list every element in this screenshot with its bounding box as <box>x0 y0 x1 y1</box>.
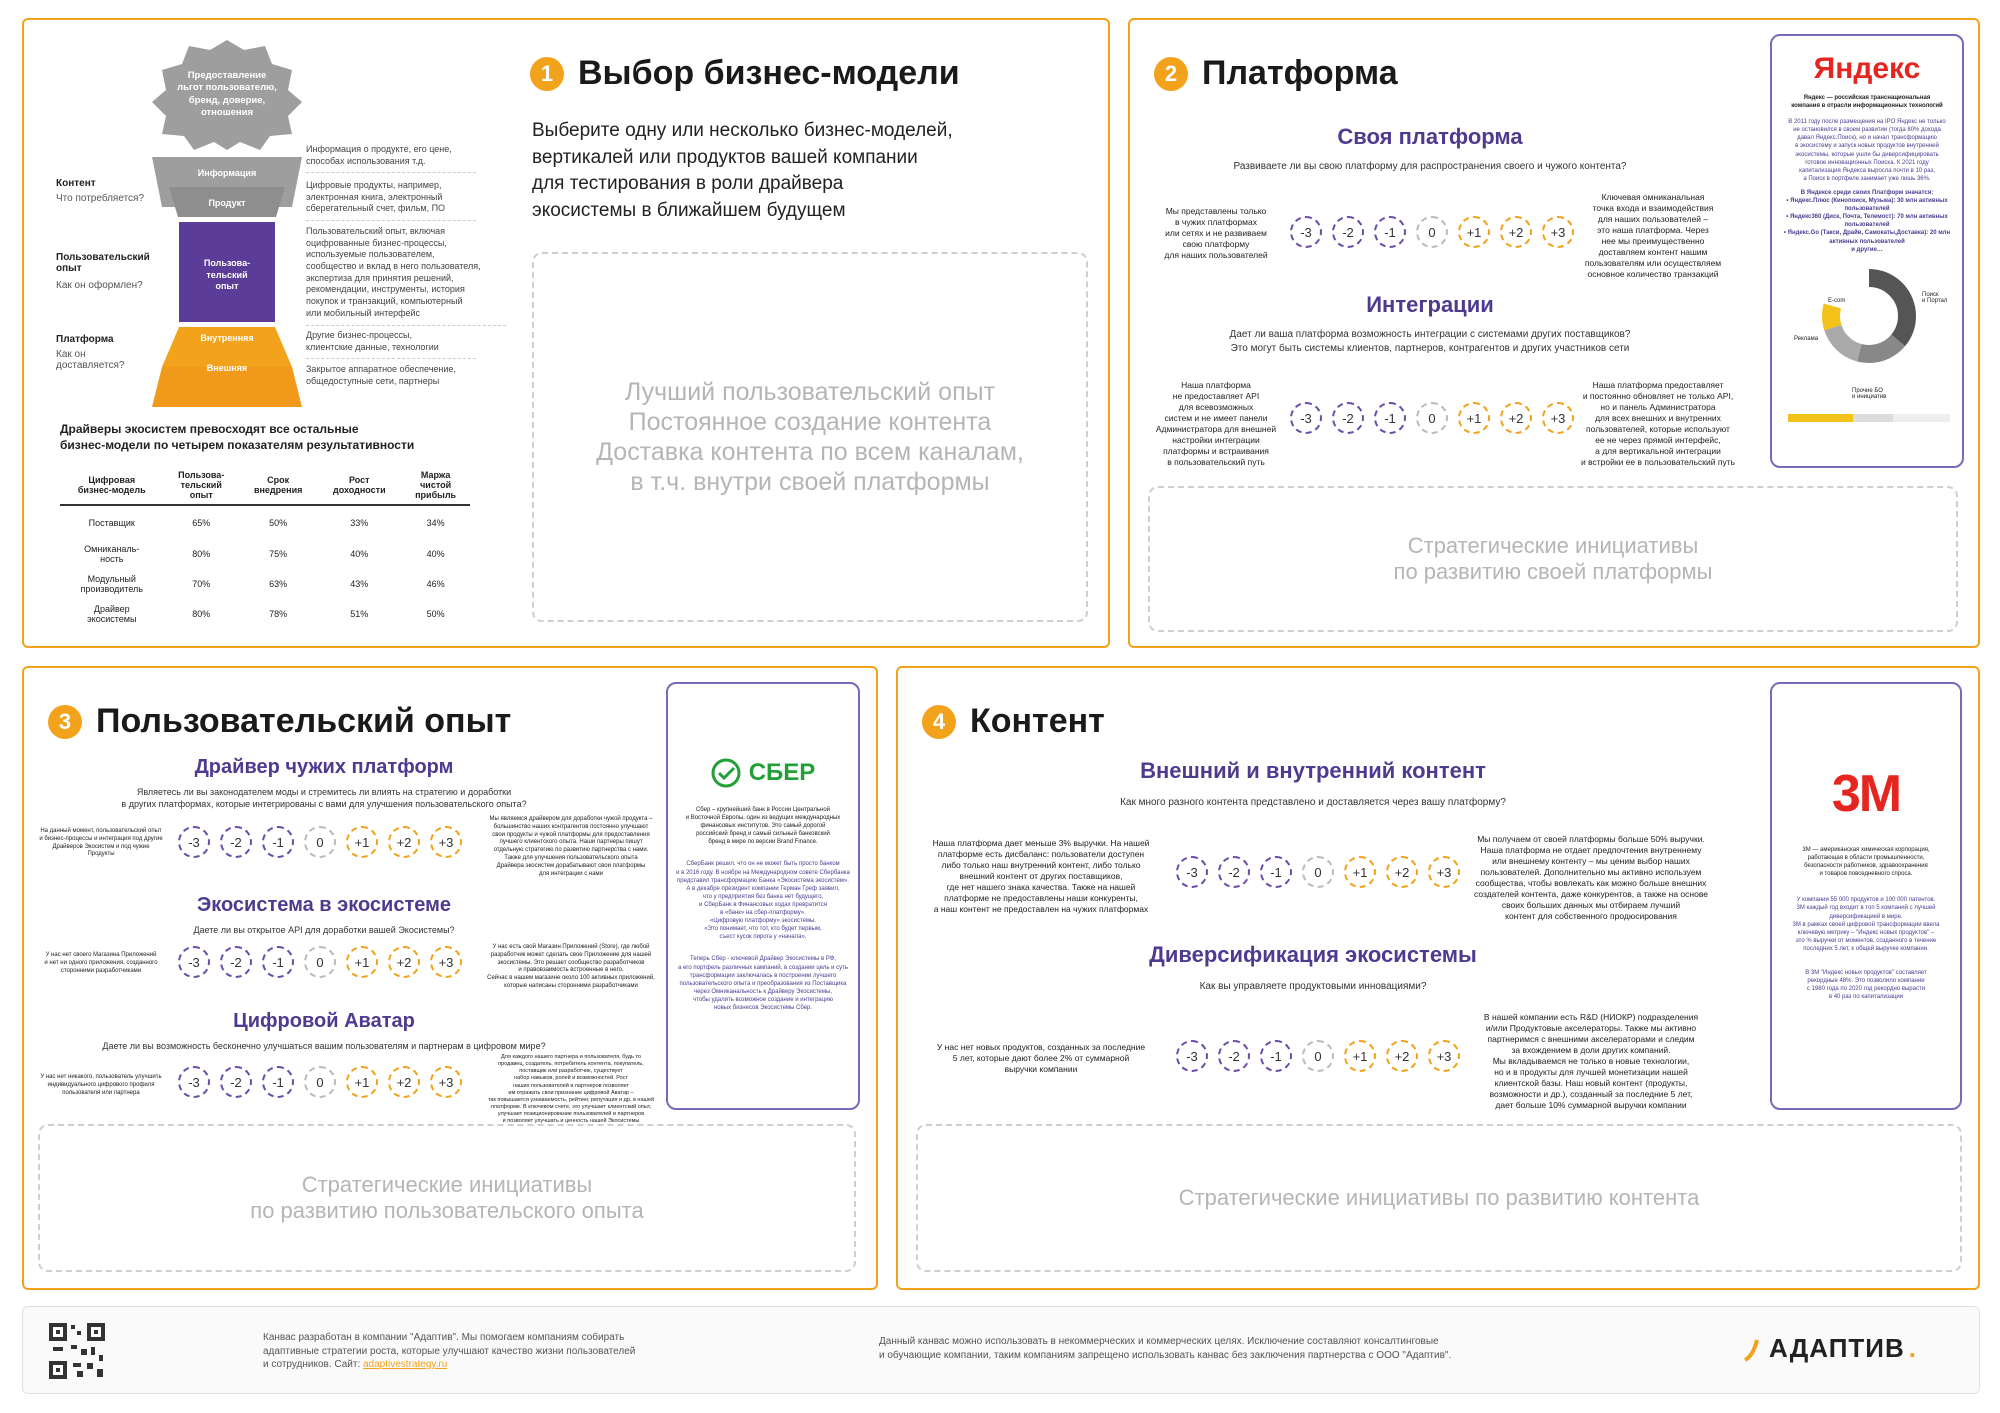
table-cell: 43% <box>350 579 369 589</box>
case-study-sber <box>666 682 860 1110</box>
section-question: Даете ли вы возможность бесконечно улучшаться вашим пользователям и партнерам в цифровом мире? <box>102 1041 546 1051</box>
rating-option[interactable]: -2 <box>1332 402 1364 434</box>
ux-initiatives-input[interactable]: Стратегические инициативы по развитию пользовательского опыта <box>38 1124 856 1272</box>
funnel-label-product: Продукт <box>208 198 246 208</box>
label-sub: Как он доставляется? <box>56 349 125 371</box>
table-cell: Омниканаль- ность <box>84 544 140 564</box>
rating-scale-avatar <box>178 1066 462 1098</box>
case-text: Теперь Сбер - ключевой Драйвер Экосистемы в РФ, а его портфель различных кампаний, в создании цель и суть трансформации заключалась в построении лучшего пользовательского опыта и преобразования из Поставщика через Омниканальность к Драйверу Экосистемы, чтобы удалить возможное создание и интеграцию новых бизнесов Экосистемы Сбер. <box>677 956 849 1011</box>
sber-logo <box>668 758 858 788</box>
footer-about-text: Канвас разработан в компании "Адаптив". Мы помогаем компаниям собирать адаптивные стратегии роста, которые улучшают качество жизни пользователей и сотрудников. Сайт: <box>263 1332 636 1370</box>
rating-option[interactable]: +2 <box>1386 1040 1418 1072</box>
rating-scale-diversification <box>1176 1040 1460 1072</box>
rating-option[interactable]: +2 <box>1500 216 1532 248</box>
rating-option[interactable]: -1 <box>1260 1040 1292 1072</box>
content-initiatives-input[interactable]: Стратегические инициативы по развитию контента <box>916 1124 1962 1272</box>
rating-option[interactable]: -3 <box>178 1066 210 1098</box>
case-text: 3M — американская химическая корпорация, работающая в области промышленности, безопасности работников, здравоохранения и товаров повседневного спроса. <box>1802 847 1930 878</box>
table-cell: 40% <box>426 549 445 559</box>
funnel-desc-internal: Другие бизнес-процессы, клиентские данные, технологии <box>306 330 476 359</box>
table-header: Пользова- тельский опыт <box>178 470 225 500</box>
table-cell: Модульный производитель <box>80 574 143 594</box>
section-title-own-platform: Своя платформа <box>1337 124 1523 149</box>
rating-option[interactable]: 0 <box>1302 856 1334 888</box>
rating-option[interactable]: +3 <box>1542 402 1574 434</box>
step-number-badge: 4 <box>922 705 956 739</box>
scale-right-desc: Мы получаем от своей платформы больше 50% выручки. Наша платформа не отдает предпочтения внутреннему или внешнему контенту – мы ценим выбор наших пользователей. Дополнительно мы активно используем сообщества, чтобы вовлекать как можно больше внешних создателей контента, даже конкурентов, а также на основе своих больших данных мы отбираем лучший контент для собственного продюсирования <box>1474 834 1708 922</box>
label-sub: Что потребляется? <box>56 193 145 204</box>
label-title: Платформа <box>56 334 114 345</box>
donut-label: Поиск и Портал <box>1922 292 1948 304</box>
table-cell: 78% <box>269 609 288 619</box>
donut-label: Реклама <box>1794 336 1819 342</box>
rating-option[interactable]: -3 <box>178 826 210 858</box>
section-question: Развиваете ли вы свою платформу для распространения своего и чужого контента? <box>1233 161 1627 172</box>
logo-mark-icon <box>1743 1336 1765 1362</box>
table-row <box>60 505 470 539</box>
rating-option[interactable]: +3 <box>1542 216 1574 248</box>
sber-brand: СБЕР <box>748 759 816 786</box>
rating-option[interactable]: -3 <box>1176 1040 1208 1072</box>
table-cell: Драйвер экосистемы <box>87 604 137 624</box>
table-cell: 50% <box>426 609 445 619</box>
label-title: Контент <box>56 178 96 189</box>
rating-option[interactable]: +1 <box>1344 1040 1376 1072</box>
section-question: Как вы управляете продуктовыми инновациями? <box>1199 981 1427 992</box>
rating-scale-eco-in-eco <box>178 946 462 978</box>
footer-about <box>263 1331 635 1372</box>
bar-strip <box>1788 414 1950 422</box>
label-title: Пользовательский опыт <box>56 252 150 274</box>
metrics-table <box>60 466 470 629</box>
case-text: Сбер – крупнейший банк в России Центральной и Восточной Европы, один из ведущих международных финансовых институтов. Это самый дорогой российский бренд и самый сильный банковский бренд в мире по версии Brand Finance. <box>685 807 841 846</box>
rating-option[interactable]: +3 <box>430 946 462 978</box>
scale-right-desc: Мы являемся драйвером для доработки чужой продукта – большинство наших контрагентов постоянно улучшают свои продукты и чужой платформы для предоставления лучшего клиентского опыта. Наши партнеры пишут отдельную стратегию по развитию партнерства с нами. Также для улучшения пользовательского опыта Драйвера экосистем дорабатывают свои платформы для интеграции с нами <box>489 816 653 877</box>
scale-left-desc: Мы представлены только в чужих платформах или сетях и не развиваем свою платформу для наших пользователей <box>1164 206 1268 261</box>
panel-content <box>896 666 1980 1290</box>
intro-text: Выберите одну или несколько бизнес-моделей, вертикалей или продуктов вашей компании для тестирования в роли драйвера экосистемы в ближайшем будущем <box>532 120 953 221</box>
funnel-desc-product: Цифровые продукты, например, электронная книга, электронный сберегательный счет, фильм, ПО <box>306 180 476 221</box>
bar-segment <box>1893 414 1950 422</box>
rating-option[interactable]: +1 <box>1344 856 1376 888</box>
rating-option[interactable]: +1 <box>1458 402 1490 434</box>
rating-scale-content <box>1176 856 1460 888</box>
panel-title-text: Выбор бизнес-модели <box>578 54 960 92</box>
rating-option[interactable]: +1 <box>346 826 378 858</box>
scale-right-desc: Наша платформа предоставляет и постоянно обновляет не только API, но и панель Администратора для всех внешних и внутренних пользователей, которые используют ее не через прямой интерфейс, а для вертикальной интеграции и встройки ее в пользовательский путь <box>1580 380 1736 468</box>
table-cell: 80% <box>192 549 211 559</box>
rating-option[interactable]: -3 <box>1290 402 1322 434</box>
scale-right-desc: В нашей компании есть R&D (НИОКР) подразделения и/или Продуктовые акселераторы. Также мы активно партнеримся с внешними акселераторами и следим за вхождением в доли других компаний. Мы вкладываемся не только в новые технологии, но и в продукты для лучшей монетизации нашей клиентской базы. Наш новый контент (продукты, возможности и др.), созданный за последние 5 лет, дает больше 10% суммарной выручки компании <box>1483 1012 1699 1111</box>
rating-option[interactable]: +1 <box>1458 216 1490 248</box>
table-cell: 65% <box>192 517 211 528</box>
panel-user-experience <box>22 666 878 1290</box>
rating-option[interactable]: +3 <box>1428 1040 1460 1072</box>
rating-option[interactable]: +2 <box>388 946 420 978</box>
case-text: В 3M "Индекс новых продуктов" составляет рекордные 48%. Это позволило компании с 1980 года по 2020 год рекордно вырасти в 40 раз по капитализации <box>1805 970 1927 1001</box>
rating-option[interactable]: +2 <box>1386 856 1418 888</box>
scale-left-desc: У нас нет никакого, пользователь улучшить индивидуального цифрового профиля пользователя или партнера <box>40 1074 162 1096</box>
panel-title-text: Пользовательский опыт <box>96 702 512 740</box>
case-study-yandex <box>1770 34 1964 468</box>
rating-scale-driver <box>178 826 462 858</box>
table-cell: 63% <box>269 579 288 589</box>
panel-title-text: Платформа <box>1202 54 1398 92</box>
case-text: В 2011 году после размещения на IPO Яндекс не только не остановился в своем развитии (тогда 80% дохода давал Яндекс.Поиск), но и начал трансформацию в экосистему и запуск новых продуктов внутренней экосистемы, которые ушли бы диверсифицировать готовое инновационных Поиска. К 2021 году капитализация Яндекса выросла почти в 10 раз, а Поиск в портфеле занимает уже лишь 36%. <box>1788 119 1946 182</box>
panel-1-title <box>530 54 960 93</box>
yandex-logo: Яндекс <box>1813 52 1921 85</box>
footer-license: Данный канвас можно использовать в некоммерческих и коммерческих целях. Исключение составляют консалтинговые и обучающие компании, таким компаниям запрещено использовать канвас без заключения партнерства с ООО "Адаптив". <box>879 1336 1452 1361</box>
case-tagline: Яндекс — российская транснациональная компания в отрасли информационных технологий <box>1791 95 1943 110</box>
scale-left-desc: На данный момент, пользовательский опыт и бизнес-процессы и интеграция под другие Драйверов Экосистем и под чужие Продукты <box>39 828 163 858</box>
rating-option[interactable]: -2 <box>1218 856 1250 888</box>
step-number-badge: 3 <box>48 705 82 739</box>
scale-left-desc: У нас нет новых продуктов, созданных за последние 5 лет, которые дают более 2% от суммарной выручки компании <box>936 1042 1146 1075</box>
3m-logo: 3M <box>1831 765 1901 823</box>
panel-title-text: Контент <box>970 702 1105 740</box>
table-cell: 46% <box>426 579 445 589</box>
section-question: Даете ли вы открытое API для доработки вашей Экосистемы? <box>193 925 455 935</box>
business-model-input-area[interactable]: Лучший пользовательский опыт Постоянное создание контента Доставка контента по всем каналам, в т.ч. внутри своей платформы <box>532 252 1088 622</box>
table-header: Цифровая бизнес-модель <box>77 475 146 495</box>
rating-option[interactable]: 0 <box>1416 216 1448 248</box>
table-cell: 33% <box>350 517 369 528</box>
funnel-label-internal: Внутренняя <box>200 333 254 343</box>
section-title-eco-in-eco: Экосистема в экосистеме <box>196 894 452 916</box>
rating-option[interactable]: -2 <box>220 826 252 858</box>
rating-option[interactable]: -1 <box>262 826 294 858</box>
rating-option[interactable]: +3 <box>1428 856 1460 888</box>
case-study-3m <box>1770 682 1962 1110</box>
table-cell: Поставщик <box>88 517 135 528</box>
website-link[interactable]: adaptivestrategy.ru <box>363 1359 448 1370</box>
rating-option[interactable]: 0 <box>1416 402 1448 434</box>
table-cell: 70% <box>192 579 211 589</box>
funnel-desc-info: Информация о продукте, его цене, способах использования т.д. <box>306 144 476 173</box>
section-question: Являетесь ли вы законодателем моды и стремитесь ли влиять на стратегию и доработки в других платформах, которые интегрированы с вами для улучшения пользовательского опыта? <box>121 787 527 810</box>
table-row <box>60 599 470 629</box>
table-cell: 51% <box>350 609 369 619</box>
rating-option[interactable]: -2 <box>1218 1040 1250 1072</box>
rating-option[interactable]: -3 <box>1176 856 1208 888</box>
rating-scale-own-platform <box>1290 216 1574 248</box>
bar-segment <box>1853 414 1894 422</box>
table-row <box>60 569 470 599</box>
rating-option[interactable]: -3 <box>1290 216 1322 248</box>
badge-text: Предоставление льгот пользователю, бренд, доверие, отношения <box>177 70 277 119</box>
panel-business-model <box>22 18 1110 648</box>
table-cell: 34% <box>426 517 445 528</box>
rating-option[interactable]: -1 <box>262 946 294 978</box>
scale-left-desc: Наша платформа не предоставляет API для всевозможных систем и не имеет панели Администратора для внешней настройки интеграции платформы и встраивания в пользовательский путь <box>1155 380 1277 468</box>
logo-dot: . <box>1908 1333 1916 1363</box>
case-list: В Яндексе среди своих Платформ значатся: • Яндекс.Плюс (Кинопоиск, Музыка): 30 млн активных пользователей • Яндекс360 (Диск, Почта, Телемост): 70 млн активных пользователей • Яндекс.Go (Такси, Драйв, Самокаты,Доставка): 20 млн активных пользователей и другие… <box>1783 189 1951 253</box>
rating-option[interactable]: 0 <box>1302 1040 1334 1072</box>
donut-label: E-com <box>1828 298 1846 304</box>
rating-option[interactable]: -3 <box>178 946 210 978</box>
logo-text: АДАПТИВ <box>1769 1333 1905 1363</box>
table-header: Маржа чистой прибыль <box>415 470 457 500</box>
section-title-driver: Драйвер чужих платформ <box>194 756 454 778</box>
platform-initiatives-input[interactable]: Стратегические инициативы по развитию своей платформы <box>1148 486 1958 632</box>
section-title-avatar: Цифровой Аватар <box>233 1010 415 1032</box>
section-question: Дает ли ваша платформа возможность интеграции с системами других поставщиков? Это могут быть системы клиентов, партнеров, контрагентов и других участников сети <box>1229 329 1631 354</box>
panel-platform <box>1128 18 1980 648</box>
rating-option[interactable]: -1 <box>262 1066 294 1098</box>
panel-2-title <box>1154 54 1398 93</box>
rating-scale-integrations <box>1290 402 1574 434</box>
adaptive-logo <box>1743 1333 1916 1364</box>
rating-option[interactable]: -1 <box>1374 402 1406 434</box>
rating-option[interactable]: 0 <box>304 1066 336 1098</box>
rating-option[interactable]: -2 <box>220 1066 252 1098</box>
step-number-badge: 1 <box>530 57 564 91</box>
donut-label: Прочие БО и инициатив <box>1852 388 1887 400</box>
funnel-left-platform <box>56 334 124 371</box>
funnel-label-external: Внешняя <box>206 363 248 373</box>
bar-segment <box>1788 414 1853 422</box>
rating-option[interactable]: +1 <box>346 946 378 978</box>
case-text: СберБанк решил, что он не может быть просто банком и в 2016 году. В ноябре на Международном совете Сбербанка представил трансформацию Банка «Экосистема экосистем». А в декабре президент компании Герман Греф заявил, что у предприятия без банка нет будущего, и СберБанк в Финансовых ходах превратится в «банк» на сбер-платформу». «Цифровую платформу» экосистемы. «Это понимает, что тот, кто будет первым, съест кусок пирога у «начала». <box>676 861 850 941</box>
revenue-donut-chart <box>1772 258 1966 368</box>
qr-code-icon <box>49 1323 105 1379</box>
rating-option[interactable]: 0 <box>304 946 336 978</box>
rating-option[interactable]: -2 <box>1332 216 1364 248</box>
rating-option[interactable]: +1 <box>346 1066 378 1098</box>
funnel-desc-external: Закрытое аппаратное обеспечение, общедоступные сети, партнеры <box>306 364 456 386</box>
scale-right-desc: Ключевая омниканальная точка входа и взаимодействия для наших пользователей – это наша платформа. Через нее мы преимущественно доставляем контент нашим пользователям или осуществляем основное количество транзакций <box>1584 192 1722 280</box>
rating-option[interactable]: 0 <box>304 826 336 858</box>
scale-left-desc: Наша платформа дает меньше 3% выручки. На нашей платформе есть дисбаланс: пользователи доступен либо только наш внутренний контент, либо только внешний контент от других поставщиков, где нет нашего знака качества. Также на нашей платформе не предоставлены наши конкуренты, а наш контент не предоставлен на чужих платформах <box>932 838 1150 915</box>
table-cell: 75% <box>269 549 288 559</box>
funnel-left-ux <box>56 252 150 291</box>
table-cell: 50% <box>269 517 288 528</box>
step-number-badge: 2 <box>1154 57 1188 91</box>
section-title-ext-int-content: Внешний и внутренний контент <box>1140 758 1486 783</box>
funnel-label-info: Информация <box>197 168 257 178</box>
rating-option[interactable]: +2 <box>388 826 420 858</box>
table-title: Драйверы экосистем превосходят все остальные бизнес-модели по четырем показателям результативности <box>60 422 415 452</box>
panel-4-title <box>922 702 1105 741</box>
case-text: У компании 55 000 продуктов и 100 000 патентов. 3M каждый год входит в топ 5 компаний с лучшей диверсификацией в мире. 3M в рамках своей цифровой трансформации ввела ключевую метрику – "Индекс новых продуктов" – это % выручки от моментов, созданного в течение последних 5 лет, к общей выручке компании. <box>1792 897 1940 952</box>
rating-option[interactable]: -1 <box>1260 856 1292 888</box>
rating-option[interactable]: -1 <box>1374 216 1406 248</box>
section-title-integrations: Интеграции <box>1366 292 1494 317</box>
rating-option[interactable]: -2 <box>220 946 252 978</box>
table-header: Срок внедрения <box>253 475 303 495</box>
table-cell: 80% <box>192 609 211 619</box>
value-badge <box>152 40 302 150</box>
scale-right-desc: У нас есть свой Магазин Приложений (Store), где любой разработчик может сделать свое Приложение для нашей экосистемы. Это решает сообщество разработчиков и правовзаимость встроенные в него. Сейчас в нашем магазине около 100 активных приложений, которые написаны сторонними разработчиками <box>487 944 655 989</box>
footer <box>22 1306 1980 1394</box>
rating-option[interactable]: +3 <box>430 1066 462 1098</box>
funnel-desc-ux: Пользовательский опыт, включая оцифрованные бизнес-процессы, используемые пользователем, сообщество и вклад в него пользователя, экспертиза для принятия решений, рекомендации, инструменты, история покупок и транзакций, компьютерный или мобильный интерфейс <box>306 226 506 326</box>
rating-option[interactable]: +2 <box>1500 402 1532 434</box>
table-cell: 40% <box>350 549 369 559</box>
rating-option[interactable]: +3 <box>430 826 462 858</box>
rating-option[interactable]: +2 <box>388 1066 420 1098</box>
label-sub: Как он оформлен? <box>56 280 143 291</box>
funnel-label-ux: Пользова- тельский опыт <box>203 258 251 292</box>
scale-right-desc: Для каждого нашего партнера и пользователя, будь то продавец, создатель, потребитель контента, покупатель, поставщик или разработчик, существует набор навыков, ролей и возможностей. Рост наших пользователей и партнеров позволяет им отражать свои признание цифровой Аватар – так повышается узнаваемость, рейтинг, репутация и др. в нашей платформе. В ключевом счете, это улучшает клиентский опыт, улучшает позиционирование пользователей и партнеров и позволяет улучшать и ценность нашей Экосистемы <box>487 1054 655 1125</box>
section-title-diversification: Диверсификация экосистемы <box>1149 942 1477 967</box>
table-row <box>60 539 470 569</box>
funnel-left-content <box>56 178 144 204</box>
table-header: Рост доходности <box>332 475 386 495</box>
section-question: Как много разного контента представлено и доставляется через вашу платформу? <box>1120 797 1506 808</box>
table-header-row <box>60 466 470 505</box>
scale-left-desc: У нас нет своего Магазина Приложений и нет ни одного приложения, созданного сторонними разработчиками <box>44 952 158 974</box>
panel-3-title <box>48 702 511 741</box>
sber-check-icon <box>711 758 741 788</box>
